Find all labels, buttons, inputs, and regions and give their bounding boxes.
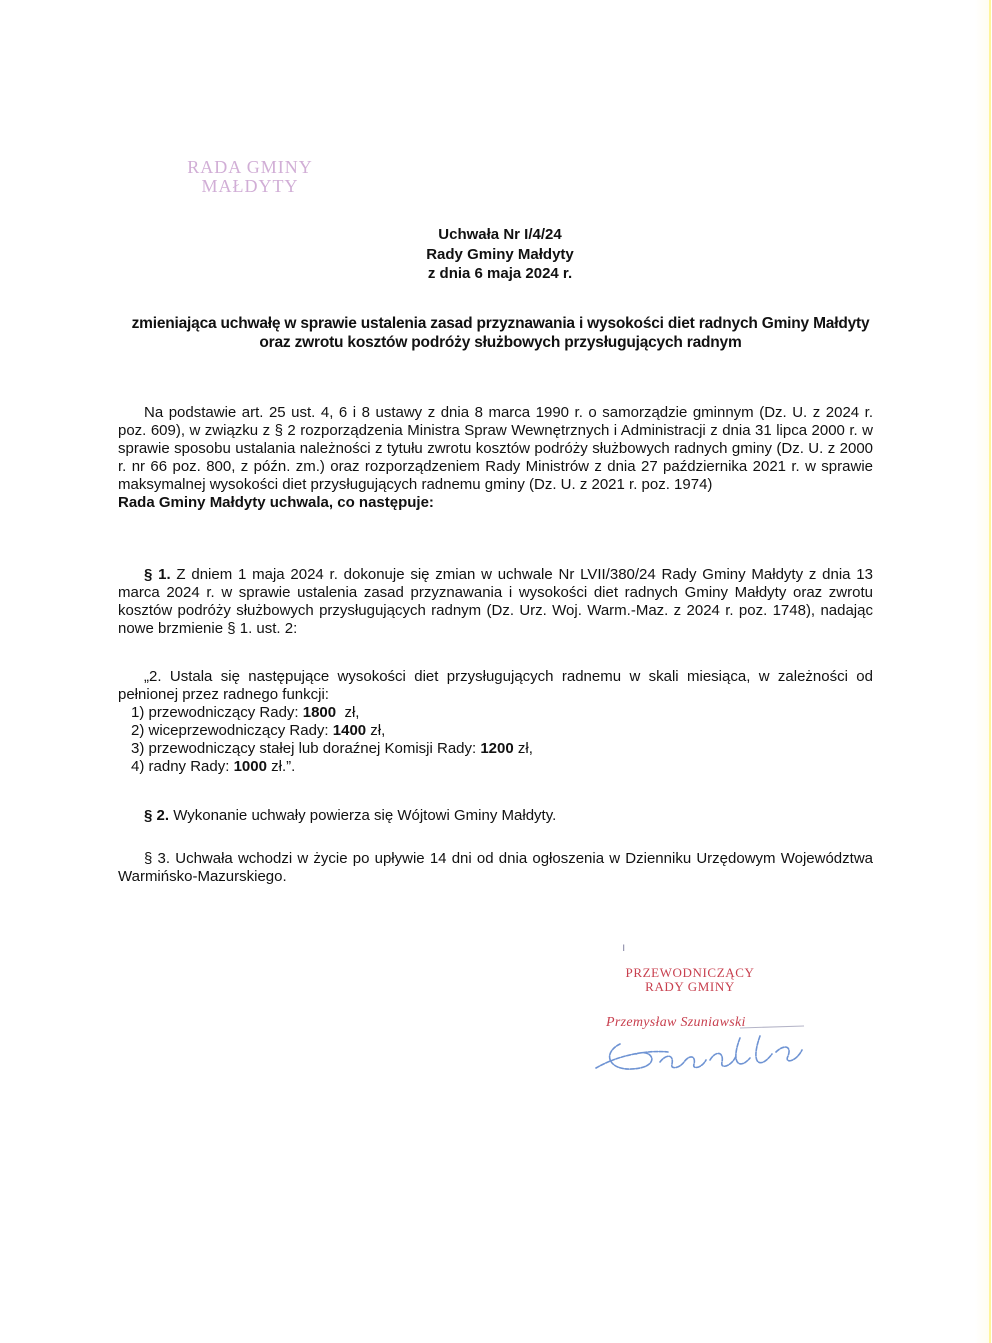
page-edge-shade <box>975 0 989 1343</box>
allowance-item <box>118 758 873 776</box>
item-number: 4) <box>131 758 145 776</box>
resolution-date: z dnia 6 maja 2024 r. <box>427 265 573 282</box>
item-amount: 1800 <box>302 704 337 722</box>
section-1 <box>118 566 873 638</box>
item-label: przewodniczący Rady: <box>148 704 303 722</box>
item-number: 3) <box>131 740 145 758</box>
allowance-list <box>118 704 873 776</box>
item-suffix: zł.”. <box>266 758 296 776</box>
item-amount: 1400 <box>332 722 367 740</box>
section-2-mark: § 2. <box>144 807 170 824</box>
section-1-text: Z dniem 1 maja 2024 r. dokonuje się zmian w uchwale Nr LVII/380/24 Rady Gminy Małdyty z dnia 13 marca 2024 r. w sprawie ustalenia zasad przyznawania i wysokości diet radnych Gminy Małdyty oraz zwrotu kosztów podróży służbowych przysługujących radnym (Dz. Urz. Woj. Warm.-Maz. z 2024 r. poz. 1748), nadając nowe brzmienie § 1. ust. 2: <box>118 566 873 638</box>
item-number: 1) <box>131 704 145 722</box>
section-3-mark: § 3. <box>144 850 171 867</box>
allowance-item <box>118 704 873 722</box>
item-amount: 1200 <box>480 740 514 758</box>
allowance-item <box>118 740 873 758</box>
section-2 <box>118 807 873 825</box>
chairman-stamp <box>590 966 790 994</box>
signature-block <box>590 940 810 1080</box>
resolution-title <box>300 225 700 284</box>
item-suffix: zł, <box>366 722 386 740</box>
item-label: radny Rady: <box>148 758 234 776</box>
preamble-resolves: Rada Gminy Małdyty uchwala, co następuje: <box>118 494 434 512</box>
section-3-text: Uchwała wchodzi w życie po upływie 14 dni od dnia ogłoszenia w Dzienniku Urzędowym Województwa Warmińsko-Mazurskiego. <box>118 850 873 886</box>
handwritten-signature-icon <box>590 1024 810 1080</box>
item-label: przewodniczący stałej lub doraźnej Komisji Rady: <box>148 740 481 758</box>
chairman-name: Przemysław Szuniawski <box>606 1015 746 1030</box>
resolution-issuer: Rady Gminy Małdyty <box>426 245 574 263</box>
stamp-line-1: RADA GMINY <box>187 157 313 177</box>
allowance-item <box>118 722 873 740</box>
section-2-text: Wykonanie uchwały powierza się Wójtowi Gminy Małdyty. <box>173 807 557 824</box>
signature-tick: ı <box>622 940 626 954</box>
preamble <box>118 404 873 513</box>
section-3 <box>118 850 873 886</box>
preamble-text: Na podstawie art. 25 ust. 4, 6 i 8 ustawy z dnia 8 marca 1990 r. o samorządzie gminnym (Dz. U. z 2024 r. poz. 609), w związku z § 2 rozporządzenia Ministra Spraw Wewnętrznych i Administracji z dnia 31 lipca 2000 r. w sprawie sposobu ustalania należności z tytułu zwrotu kosztów podróży służbowych radnych gminy (Dz. U. z 2000 r. nr 66 poz. 800, z późn. zm.) oraz rozporządzeniem Rady Ministrów z dnia 27 października 2021 r. w sprawie maksymalnej wysokości diet przysługujących radnemu gminy (Dz. U. z 2021 r. poz. 1974) <box>118 404 873 494</box>
amendment-intro: „2. Ustala się następujące wysokości diet przysługujących radnemu w skali miesiąca, w zależności od pełnionej przez radnego funkcji: <box>118 668 873 704</box>
item-suffix: zł, <box>513 740 533 758</box>
resolution-number: Uchwała Nr I/4/24 <box>438 226 562 243</box>
item-suffix: zł, <box>336 704 360 722</box>
chairman-title-1: PRZEWODNICZĄCY <box>625 965 755 980</box>
item-amount: 1000 <box>233 758 267 776</box>
amendment-text <box>118 668 873 777</box>
resolution-subject: zmieniająca uchwałę w sprawie ustalenia zasad przyznawania i wysokości diet radnych Gminy Małdyty oraz zwrotu kosztów podróży służbowych przysługujących radnym <box>131 315 870 351</box>
item-label: wiceprzewodniczący Rady: <box>148 722 333 740</box>
item-number: 2) <box>131 722 145 740</box>
stamp-line-2: MAŁDYTY <box>201 176 299 196</box>
page-edge-line <box>989 0 991 1343</box>
chairman-title-2: RADY GMINY <box>645 979 735 994</box>
section-1-mark: § 1. <box>144 566 171 583</box>
council-stamp <box>160 158 340 196</box>
